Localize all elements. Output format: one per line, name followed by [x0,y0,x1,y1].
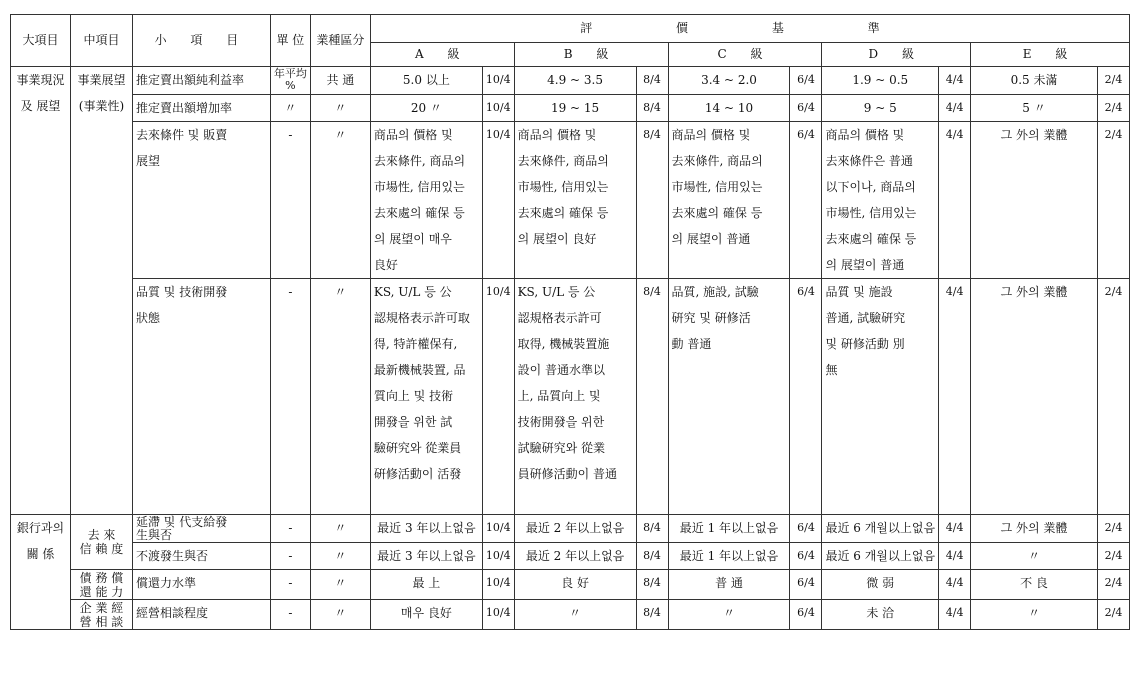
small-item-label: 推定賣出額增加率 [135,101,232,115]
table-row [11,279,1130,515]
grade-a-criteria-text: 20 〃 [410,101,442,115]
grade-c-criteria-text: 14 ~ 10 [704,101,754,115]
grade-b-criteria [514,570,636,600]
grade-d-criteria-line: 去來條件은 普通 [825,154,913,168]
grade-c-criteria-text: 〃 [722,606,735,620]
evaluation-criteria-table [10,14,1130,630]
grade-a-criteria-line: 驗硏究와 從業員 [373,441,462,455]
unit-line: % [285,79,296,92]
mid-item-debt-repayment-line: 債 務 償 [79,570,124,585]
header-row-1 [11,15,1130,43]
industry-type-cell [310,122,370,279]
score-value: 8/4 [643,606,661,619]
grade-e-criteria [971,95,1098,122]
mid-item-credit-reliability [70,515,132,570]
mid-item-management-consulting [70,600,132,630]
score-value: 4/4 [945,128,964,141]
grade-d-criteria-text: 微 弱 [866,576,895,590]
grade-c-criteria-text: 3.4 ~ 2.0 [701,73,757,87]
grade-c-criteria [668,515,790,543]
grade-d-score [939,122,971,279]
header-small-item: 小 項 目 [132,15,270,67]
grade-a-criteria-line: 最新機械裝置, 品 [373,363,466,377]
grade-a-criteria [370,600,482,630]
grade-a-criteria-line: 市場性, 信用있는 [373,180,465,194]
grade-c-score [790,67,822,95]
grade-d-score [939,279,971,515]
industry-type-label: 〃 [334,549,347,563]
score-value: 4/4 [945,285,964,298]
score-value: 8/4 [643,549,661,562]
grade-e-criteria [971,600,1098,630]
mid-item-debt-repayment [70,570,132,600]
grade-c-score [790,515,822,543]
score-value: 10/4 [485,101,511,114]
grade-b-score [636,543,668,570]
score-value: 2/4 [1104,73,1123,86]
header-grade-e: E 級 [971,43,1130,67]
grade-b-score [636,600,668,630]
score-value: 10/4 [485,73,511,86]
grade-a-criteria-text: 5.0 以上 [402,73,450,87]
grade-e-criteria-text: 0.5 未滿 [1010,73,1058,87]
grade-c-criteria-text: 最近 1 年以上없음 [679,521,779,535]
large-item-business [11,67,71,515]
grade-e-criteria [971,67,1098,95]
industry-type-cell [310,67,370,95]
score-value: 10/4 [485,576,511,589]
table-row [11,95,1130,122]
header-industry-type: 業種區分 [310,15,370,67]
grade-e-criteria-text: 〃 [1028,549,1041,563]
score-value: 10/4 [485,285,511,298]
grade-a-score [482,279,514,515]
grade-e-score [1097,95,1129,122]
grade-d-score [939,543,971,570]
industry-type-label: 〃 [334,576,347,590]
grade-b-score [636,279,668,515]
grade-a-criteria-line: 開發을 위한 試 [373,415,453,429]
small-item-line: 狀態 [135,311,160,325]
unit-cell [270,543,310,570]
unit-line: 〃 [284,101,297,115]
grade-c-score [790,543,822,570]
grade-b-criteria-line: 商品의 價格 및 [517,128,597,142]
grade-b-criteria [514,122,636,279]
grade-b-criteria-text: 19 ~ 15 [550,101,600,115]
score-value: 4/4 [945,576,964,589]
grade-b-criteria-line: 去來處의 確保 등 [517,206,609,220]
header-grade-a: A 級 [370,43,514,67]
large-item-business-line: 事業現況 [16,73,65,87]
unit-line: - [288,549,293,563]
small-item-line: 延滯 및 代支給發 [135,515,228,529]
grade-e-criteria [971,279,1098,515]
grade-a-criteria-line: KS, U/L 등 公 [373,285,452,299]
score-value: 6/4 [797,101,815,114]
grade-d-criteria-text: 9 ~ 5 [863,101,897,115]
score-value: 2/4 [1104,606,1123,619]
grade-d-criteria-text: 最近 6 개월以上없음 [825,521,936,535]
score-value: 2/4 [1104,128,1123,141]
small-item-label: 償還力水準 [135,576,196,590]
small-item [132,67,270,95]
small-item-line: 去來條件 및 販賣 [135,128,228,142]
score-value: 6/4 [797,285,815,298]
score-value: 8/4 [643,285,661,298]
industry-type-cell [310,570,370,600]
grade-c-criteria [668,570,790,600]
grade-d-score [939,95,971,122]
grade-c-criteria [668,95,790,122]
unit-line: - [288,576,293,590]
grade-c-criteria [668,67,790,95]
grade-a-criteria [370,122,482,279]
header-grade-c: C 級 [668,43,822,67]
grade-e-score [1097,543,1129,570]
score-value: 10/4 [485,521,511,534]
header-unit: 單 位 [270,15,310,67]
grade-b-criteria-line: 員硏修活動이 普通 [517,467,617,481]
grade-e-criteria [971,122,1098,279]
grade-d-criteria [822,122,939,279]
grade-d-criteria [822,95,939,122]
small-item-label: 不渡發生與否 [135,549,208,563]
grade-a-score [482,122,514,279]
score-value: 10/4 [485,606,511,619]
unit-cell [270,600,310,630]
score-value: 4/4 [945,549,964,562]
grade-b-criteria [514,95,636,122]
grade-c-criteria-line: 市場性, 信用있는 [671,180,763,194]
grade-a-score [482,67,514,95]
grade-b-criteria-line: 設이 普通水準以 [517,363,605,377]
grade-b-score [636,67,668,95]
grade-c-criteria-line: 硏究 및 硏修活 [671,311,751,325]
grade-d-criteria-line: 無 [825,363,838,377]
grade-c-score [790,600,822,630]
table-row [11,122,1130,279]
mid-item-management-consulting-line: 企 業 經 [79,600,124,615]
grade-a-criteria-line: 質向上 및 技術 [373,389,454,403]
small-item [132,515,270,543]
grade-b-score [636,570,668,600]
grade-d-criteria-line: 去來處의 確保 등 [825,232,917,246]
table-row [11,67,1130,95]
small-item-label: 經營相談程度 [135,606,208,620]
grade-a-criteria-line: 去來條件, 商品의 [373,154,466,168]
grade-e-criteria-text: 그 外의 業體 [1000,128,1068,142]
mid-item-debt-repayment-line: 還 能 力 [79,584,124,599]
grade-d-criteria-text: 最近 6 개월以上없음 [825,549,936,563]
header-grade-b: B 級 [514,43,668,67]
small-item-line: 展望 [135,154,160,168]
grade-c-criteria-text: 普 通 [715,576,743,590]
grade-a-criteria-line: 商品의 價格 및 [373,128,453,142]
large-item-bank-relationship-line: 銀行과의 [16,521,65,535]
grade-b-criteria [514,67,636,95]
grade-e-score [1097,600,1129,630]
header-criteria: 評 價 基 準 [370,15,1129,43]
grade-a-criteria [370,515,482,543]
grade-a-score [482,543,514,570]
evaluation-criteria-document [10,14,1130,630]
grade-d-criteria [822,279,939,515]
grade-c-criteria-line: 의 展望이 普通 [671,232,751,246]
grade-a-criteria-text: 最近 3 年以上없음 [377,521,476,535]
score-value: 2/4 [1104,521,1123,534]
industry-type-label: 〃 [334,101,347,115]
small-item [132,600,270,630]
grade-b-criteria-line: KS, U/L 등 公 [517,285,596,299]
grade-a-criteria [370,67,482,95]
score-value: 10/4 [485,549,511,562]
grade-c-criteria [668,122,790,279]
grade-e-score [1097,515,1129,543]
score-value: 2/4 [1104,549,1123,562]
grade-a-score [482,600,514,630]
score-value: 2/4 [1104,101,1123,114]
grade-b-criteria-line: 上, 品質向上 및 [517,389,601,403]
small-item-line: 品質 및 技術開發 [135,285,228,299]
score-value: 6/4 [797,549,815,562]
industry-type-label: 共 通 [326,73,355,87]
grade-c-criteria-line: 動 普通 [671,337,712,351]
grade-e-score [1097,67,1129,95]
grade-c-criteria-line: 去來條件, 商品의 [671,154,763,168]
grade-d-criteria [822,570,939,600]
grade-e-score [1097,279,1129,515]
grade-b-criteria-text: 最近 2 年以上없음 [525,521,625,535]
grade-c-criteria-text: 最近 1 年以上없음 [679,549,779,563]
grade-d-criteria [822,600,939,630]
unit-cell [270,570,310,600]
grade-b-criteria-line: 市場性, 信用있는 [517,180,609,194]
unit-cell [270,67,310,95]
grade-a-score [482,515,514,543]
small-item [132,543,270,570]
table-row [11,543,1130,570]
grade-c-criteria-line: 品質, 施設, 試驗 [671,285,759,299]
grade-e-criteria-text: 〃 [1028,606,1041,620]
table-row [11,515,1130,543]
score-value: 2/4 [1104,285,1123,298]
grade-d-criteria-line: 品質 및 施設 [825,285,893,299]
grade-d-criteria-line: 및 硏修活動 別 [825,337,905,351]
grade-e-criteria-text: 不 良 [1020,576,1048,590]
industry-type-label: 〃 [334,521,347,535]
grade-b-criteria-text: 4.9 ~ 3.5 [547,73,603,87]
grade-e-criteria-text: 그 外의 業體 [1000,285,1068,299]
grade-c-score [790,570,822,600]
unit-cell [270,95,310,122]
score-value: 4/4 [945,73,964,86]
grade-b-criteria-line: 去來條件, 商品의 [517,154,609,168]
mid-item-credit-reliability-line: 信 賴 度 [79,542,124,556]
grade-d-criteria-line: 의 展望이 普通 [825,258,905,272]
grade-a-criteria-line: 得, 特許權保有, [373,337,458,351]
unit-cell [270,515,310,543]
score-value: 4/4 [945,101,964,114]
score-value: 6/4 [797,606,815,619]
grade-c-score [790,122,822,279]
score-value: 4/4 [945,606,964,619]
grade-d-criteria-line: 普通, 試驗硏究 [825,311,906,325]
mid-item-management-consulting-line: 營 相 談 [79,614,124,629]
unit-line: - [288,285,293,299]
grade-e-score [1097,122,1129,279]
grade-e-criteria [971,515,1098,543]
grade-e-criteria [971,543,1098,570]
industry-type-cell [310,600,370,630]
grade-a-score [482,95,514,122]
industry-type-cell [310,515,370,543]
mid-item-business-outlook [70,67,132,515]
small-item [132,122,270,279]
grade-e-score [1097,570,1129,600]
header-grade-d: D 級 [822,43,971,67]
grade-d-criteria [822,515,939,543]
small-item-line: 生與否 [135,528,172,542]
small-item [132,570,270,600]
grade-e-criteria [971,570,1098,600]
grade-b-criteria-line: 認規格表示許可 [517,311,602,325]
mid-item-business-outlook-line: 事業展望 [77,73,126,87]
grade-a-criteria [370,279,482,515]
grade-c-score [790,279,822,515]
grade-d-score [939,67,971,95]
score-value: 8/4 [643,128,661,141]
grade-a-criteria-line: 의 展望이 매우 [373,232,452,246]
grade-d-criteria [822,67,939,95]
grade-e-criteria-text: 그 外의 業體 [1000,521,1068,535]
table-row [11,600,1130,630]
score-value: 6/4 [797,128,815,141]
grade-b-criteria [514,515,636,543]
grade-b-criteria-text: 〃 [569,606,582,620]
grade-c-criteria [668,543,790,570]
grade-a-criteria-text: 最 上 [412,576,441,590]
grade-d-criteria-line: 市場性, 信用있는 [825,206,917,220]
grade-d-criteria-text: 1.9 ~ 0.5 [852,73,909,87]
industry-type-cell [310,95,370,122]
industry-type-label: 〃 [334,128,347,142]
grade-b-criteria-line: 의 展望이 良好 [517,232,597,246]
grade-c-criteria [668,600,790,630]
grade-b-criteria-text: 最近 2 年以上없음 [525,549,625,563]
grade-b-criteria-line: 試驗硏究와 從業 [517,441,605,455]
grade-a-score [482,570,514,600]
grade-b-criteria-line: 取得, 機械裝置施 [517,337,610,351]
grade-d-criteria-line: 以下이나, 商品의 [825,180,916,194]
grade-a-criteria-text: 最近 3 年以上없음 [377,549,476,563]
large-item-bank-relationship-line: 關 係 [26,547,55,561]
grade-a-criteria-line: 硏修活動이 活發 [373,467,462,481]
score-value: 8/4 [643,576,661,589]
grade-d-criteria-text: 未 洽 [866,606,895,620]
industry-type-label: 〃 [334,285,347,299]
grade-b-score [636,122,668,279]
header-large-item: 大項目 [11,15,71,67]
grade-b-criteria-text: 良 好 [561,576,589,590]
unit-line: - [288,521,293,535]
grade-b-score [636,95,668,122]
grade-c-criteria-line: 去來處의 確保 등 [671,206,763,220]
score-value: 8/4 [643,73,661,86]
score-value: 2/4 [1104,576,1123,589]
mid-item-credit-reliability-line: 去 來 [87,528,116,542]
table-row [11,570,1130,600]
unit-cell [270,279,310,515]
grade-d-score [939,515,971,543]
grade-b-criteria [514,543,636,570]
score-value: 6/4 [797,521,815,534]
score-value: 4/4 [945,521,964,534]
grade-a-criteria [370,95,482,122]
grade-a-criteria-line: 良好 [373,258,398,272]
score-value: 8/4 [643,521,661,534]
grade-b-criteria [514,600,636,630]
unit-line: 年平均 [273,67,307,80]
score-value: 6/4 [797,73,815,86]
grade-a-criteria-line: 去來處의 確保 등 [373,206,465,220]
industry-type-cell [310,543,370,570]
small-item [132,95,270,122]
small-item [132,279,270,515]
grade-b-score [636,515,668,543]
grade-a-criteria-line: 認規格表示許可取 [373,311,470,325]
grade-a-criteria [370,570,482,600]
score-value: 10/4 [485,128,511,141]
large-item-bank-relationship [11,515,71,630]
industry-type-cell [310,279,370,515]
grade-b-criteria-line: 技術開發을 위한 [517,415,605,429]
score-value: 8/4 [643,101,661,114]
large-item-business-line: 及 展望 [20,99,61,113]
mid-item-business-outlook-line: (事業性) [78,99,125,113]
grade-b-criteria [514,279,636,515]
grade-c-criteria-line: 商品의 價格 및 [671,128,751,142]
grade-d-criteria-line: 商品의 價格 및 [825,128,905,142]
unit-cell [270,122,310,279]
grade-e-criteria-text: 5 〃 [1022,101,1046,115]
unit-line: - [288,606,293,620]
unit-line: - [288,128,293,142]
industry-type-label: 〃 [334,606,347,620]
grade-d-score [939,600,971,630]
grade-a-criteria [370,543,482,570]
grade-c-criteria [668,279,790,515]
grade-d-criteria [822,543,939,570]
header-mid-item: 中項目 [70,15,132,67]
grade-d-score [939,570,971,600]
grade-c-score [790,95,822,122]
score-value: 6/4 [797,576,815,589]
small-item-label: 推定賣出額純利益率 [135,73,244,87]
grade-a-criteria-text: 매우 良好 [400,606,452,620]
